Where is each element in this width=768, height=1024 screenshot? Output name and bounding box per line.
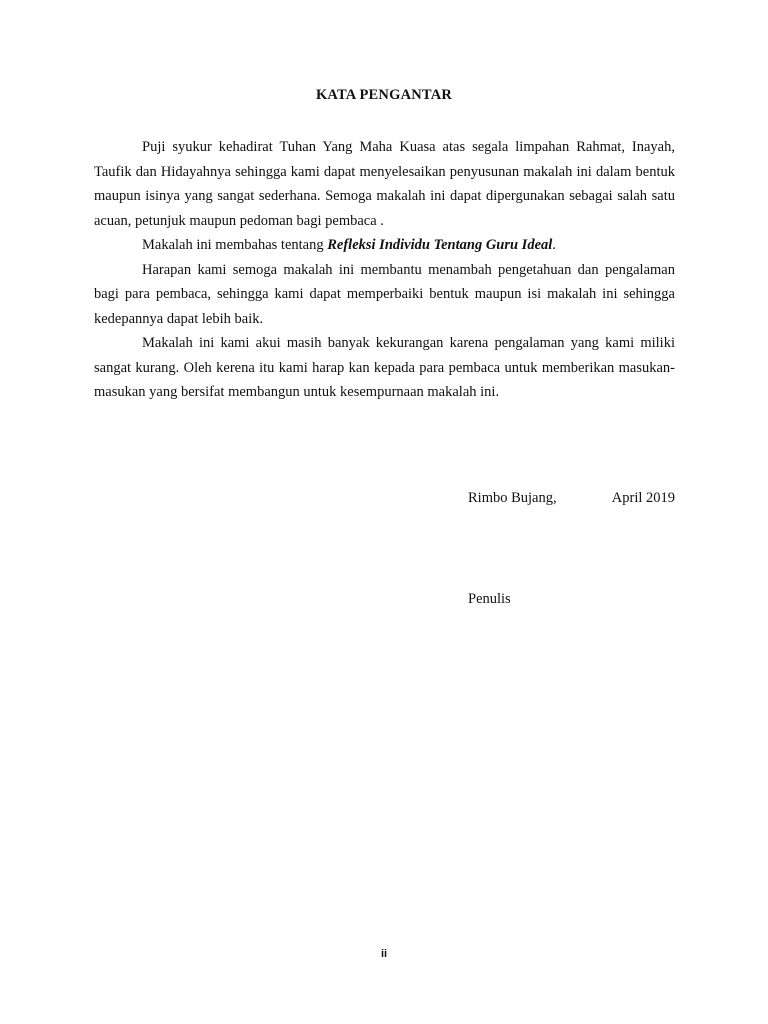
paragraph-shortcomings: Makalah ini kami akui masih banyak kekurangan karena pengalaman yang kami miliki sangat kurang. Oleh kerena itu kami harap kan kepada para pembaca untuk memberikan masukan-masukan yang bersifat membangun untuk kesempurnaan makalah ini. — [94, 335, 675, 400]
page-title: KATA PENGANTAR — [315, 87, 453, 103]
paragraph-topic — [94, 233, 675, 258]
place-text: Rimbo Bujang, — [468, 490, 557, 506]
page-number: ii — [380, 948, 388, 960]
paragraph-hope: Harapan kami semoga makalah ini membantu menambah pengetahuan dan pengalaman bagi para pembaca, sehingga kami dapat memperbaiki bentuk maupun isi makalah ini sehingga kedepannya dapat lebih baik. — [94, 261, 675, 327]
date-text: April 2019 — [611, 490, 675, 506]
author-signature: Penulis — [468, 591, 511, 607]
paragraph-gratitude: Puji syukur kehadirat Tuhan Yang Maha Kuasa atas segala limpahan Rahmat, Inayah, Taufik dan Hidayahnya sehingga kami dapat menyelesaikan penyusunan makalah ini dalam bentuk maupun isinya yang sangat sederhana. Semoga makalah ini dapat dipergunakan sebagai salah satu acuan, petunjuk maupun pedoman bagi pembaca . — [94, 139, 675, 229]
body-text — [94, 135, 675, 405]
place-date-line — [468, 490, 675, 507]
topic-end-text: . — [552, 237, 556, 253]
topic-title: Refleksi Individu Tentang Guru Ideal — [327, 237, 553, 253]
topic-intro-text: Makalah ini membahas tentang — [142, 237, 328, 253]
